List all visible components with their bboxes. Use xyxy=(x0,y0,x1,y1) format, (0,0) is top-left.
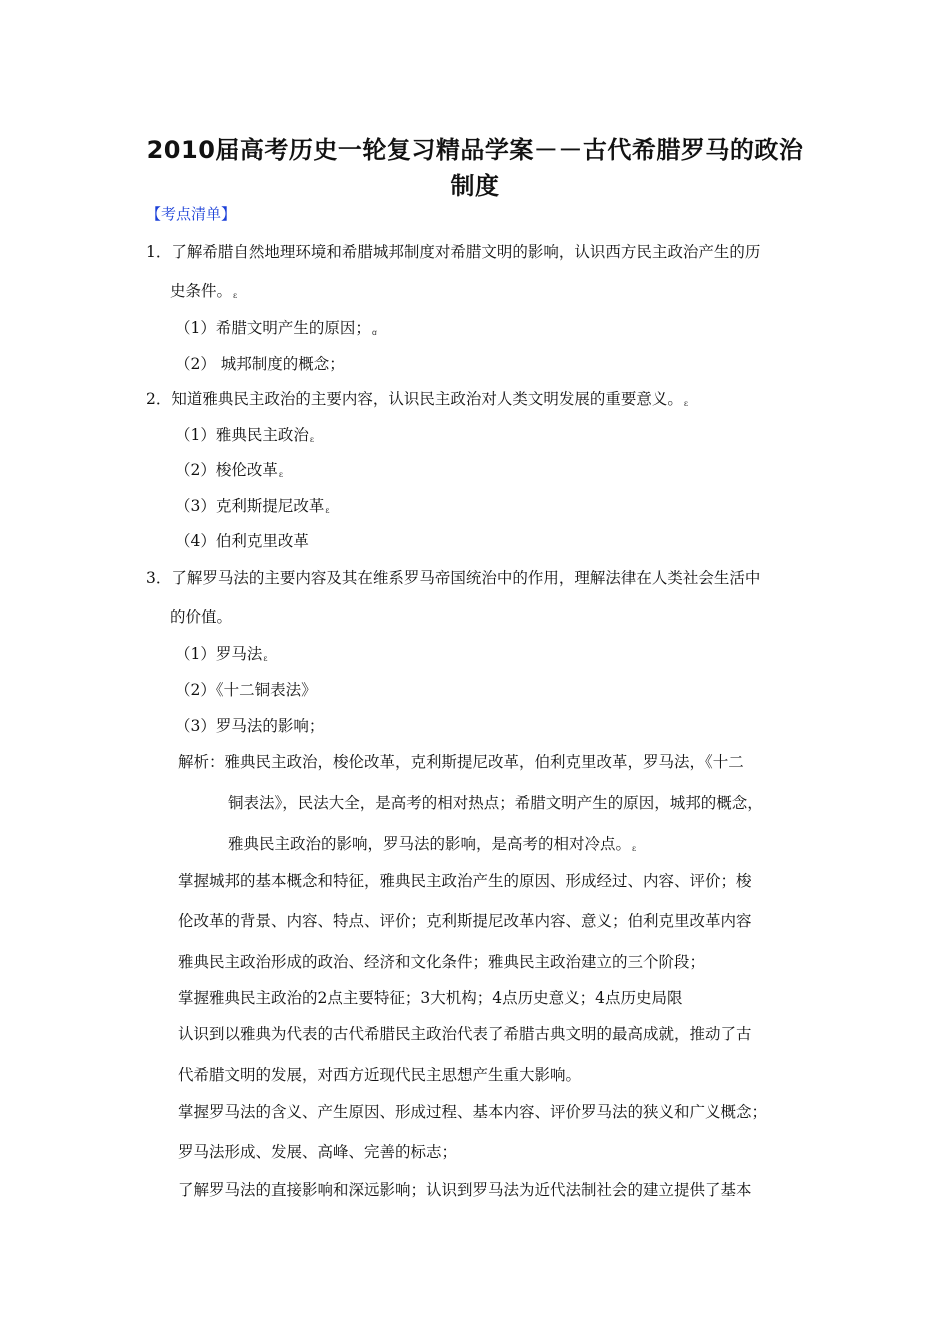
text-line: 掌握罗马法的含义、产生原因、形成过程、基本内容、评价罗马法的狭义和广义概念； xyxy=(178,1103,768,1121)
paragraph-mark: ε xyxy=(233,291,238,300)
text-line: 掌握城邦的基本概念和特征，雅典民主政治产生的原因、形成经过、内容、评价；梭 xyxy=(178,872,752,890)
text-line: （3）罗马法的影响； xyxy=(175,717,325,735)
text-line: 伦改革的背景、内容、特点、评价；克利斯提尼改革内容、意义；伯利克里改革内容 xyxy=(178,912,752,930)
paragraph-mark: ε xyxy=(263,654,268,663)
text-line: 罗马法形成、发展、高峰、完善的标志； xyxy=(178,1143,458,1161)
text-line: 的价值。 xyxy=(170,608,233,626)
text-line: （1）雅典民主政治ε xyxy=(175,426,315,444)
paragraph-mark: ε xyxy=(278,470,284,479)
document-title xyxy=(110,132,840,204)
text-line: （1）希腊文明产生的原因；ꭤ xyxy=(175,319,377,337)
text-line: 1．了解希腊自然地理环境和希腊城邦制度对希腊文明的影响，认识西方民主政治产生的历 xyxy=(146,243,761,261)
analysis-line: 铜表法》，民法大全，是高考的相对热点；希腊文明产生的原因，城邦的概念， xyxy=(228,794,763,812)
section-tag: 【考点清单】 xyxy=(146,205,237,223)
paragraph-mark: ε xyxy=(309,435,315,444)
analysis-line: 雅典民主政治的影响，罗马法的影响，是高考的相对冷点。ε xyxy=(228,835,637,853)
text-line: （2）《十二铜表法》 xyxy=(175,681,317,699)
text-line: 雅典民主政治形成的政治、经济和文化条件；雅典民主政治建立的三个阶段； xyxy=(178,953,706,971)
analysis-line: 解析：雅典民主政治，梭伦改革，克利斯提尼改革，伯利克里改革，罗马法，《十二 xyxy=(178,753,744,771)
text-line: 史条件。ε xyxy=(170,282,238,300)
text-line: 掌握雅典民主政治的2点主要特征；3大机构；4点历史意义；4点历史局限 xyxy=(178,989,683,1007)
text-line: 3．了解罗马法的主要内容及其在维系罗马帝国统治中的作用，理解法律在人类社会生活中 xyxy=(146,569,761,587)
text-line: （1）罗马法ε xyxy=(175,645,268,663)
text-line: （4）伯利克里改革 xyxy=(175,532,309,550)
text-line: 2．知道雅典民主政治的主要内容，认识民主政治对人类文明发展的重要意义。ε xyxy=(146,390,689,408)
title-line-1: 2010届高考历史一轮复习精品学案－－古代希腊罗马的政治 xyxy=(146,136,804,164)
paragraph-mark: ε xyxy=(325,506,330,515)
title-line-2: 制度 xyxy=(450,172,500,200)
text-line: 代希腊文明的发展，对西方近现代民主思想产生重大影响。 xyxy=(178,1066,582,1084)
text-line: （2）梭伦改革ε xyxy=(175,461,284,479)
text-line: 了解罗马法的直接影响和深远影响；认识到罗马法为近代法制社会的建立提供了基本 xyxy=(178,1181,752,1199)
paragraph-mark: ε xyxy=(683,399,689,408)
paragraph-mark: ε xyxy=(632,844,637,853)
text-line: （2） 城邦制度的概念； xyxy=(175,355,345,373)
paragraph-mark: ꭤ xyxy=(371,328,377,337)
text-line: （3）克利斯提尼改革ε xyxy=(175,497,330,515)
text-line: 认识到以雅典为代表的古代希腊民主政治代表了希腊古典文明的最高成就，推动了古 xyxy=(178,1025,752,1043)
